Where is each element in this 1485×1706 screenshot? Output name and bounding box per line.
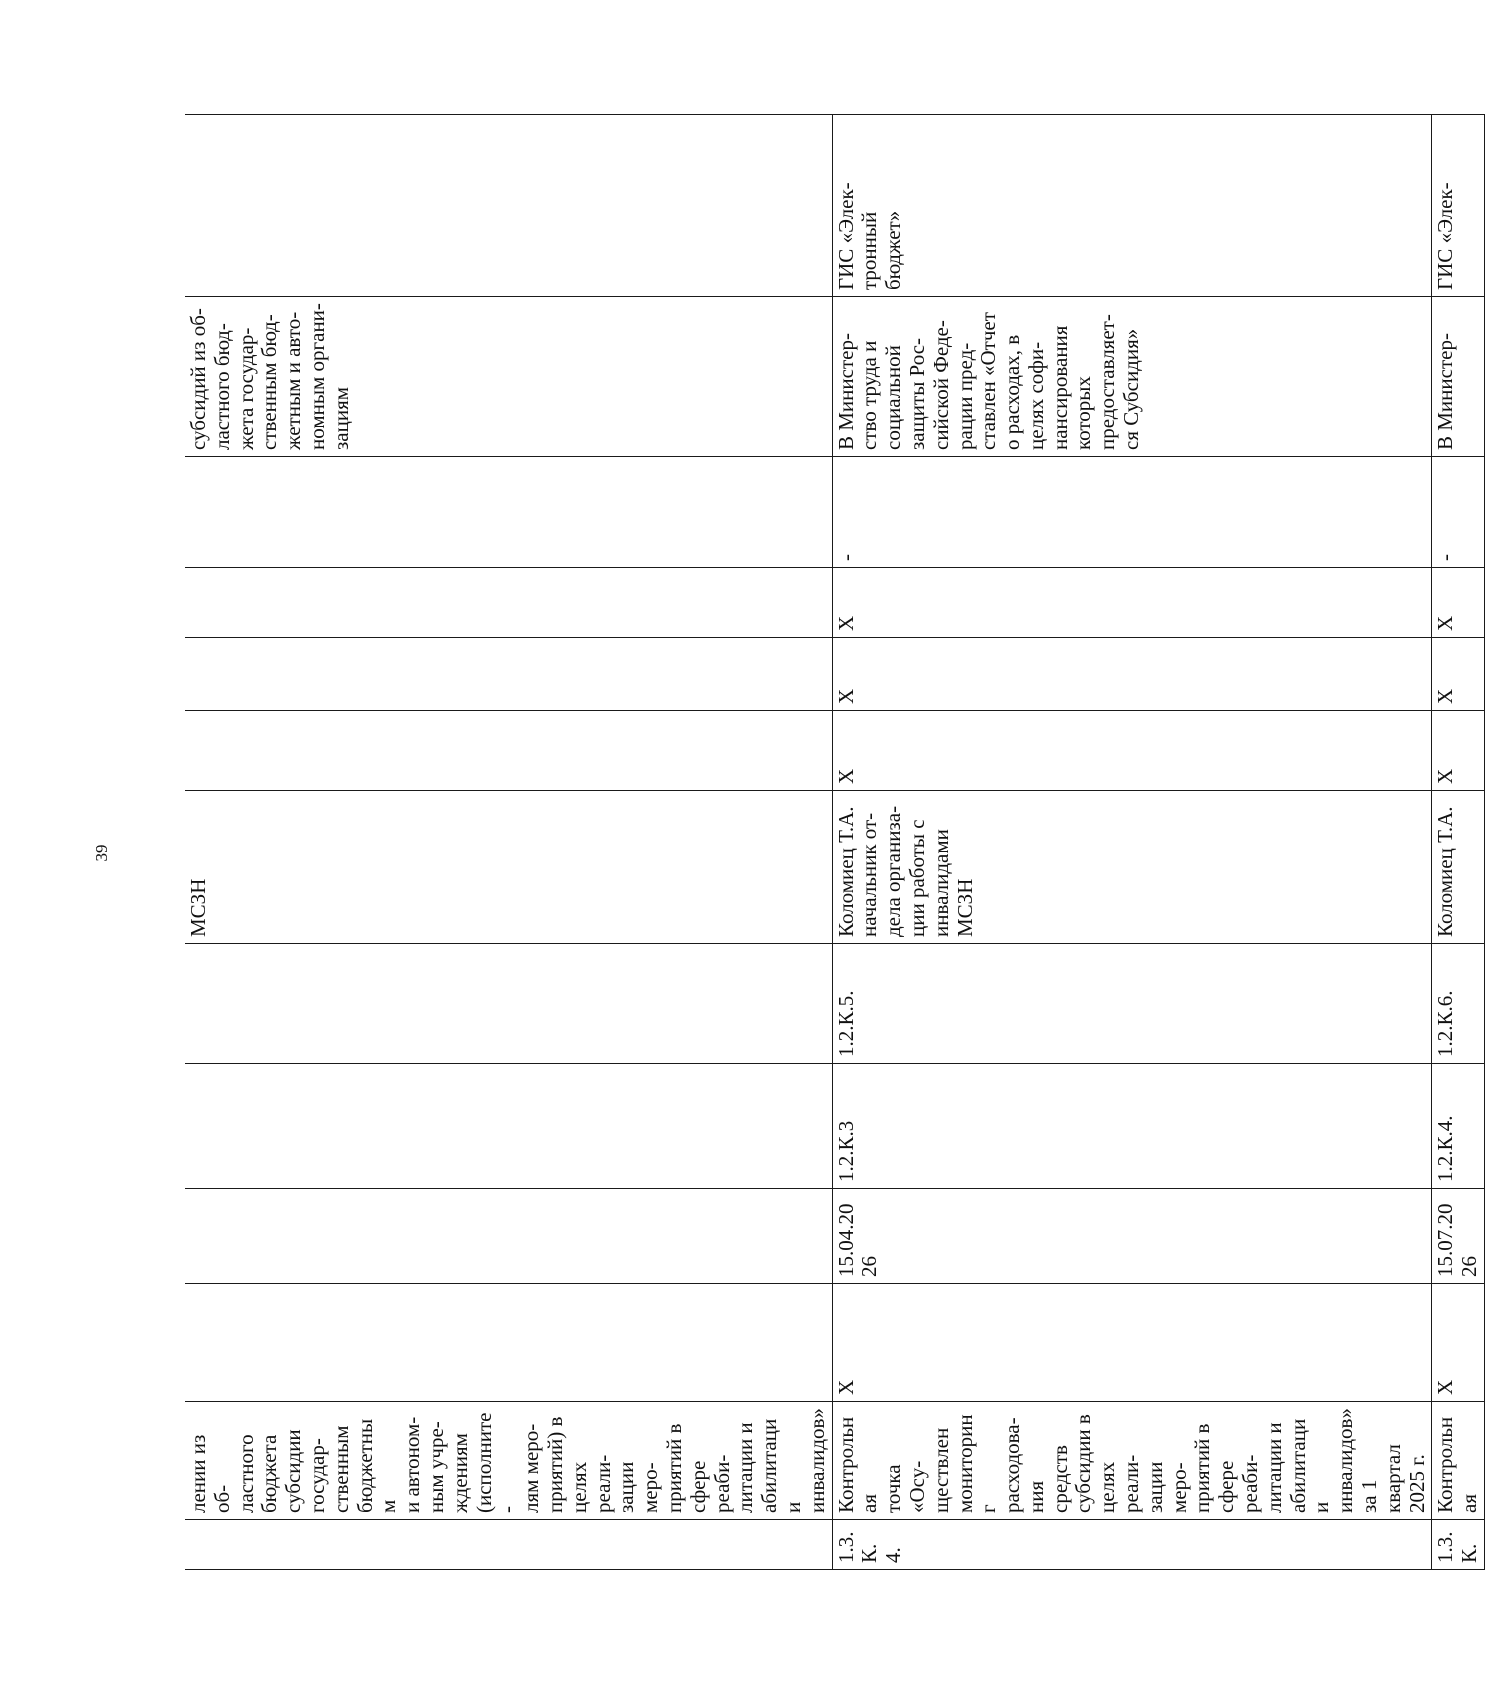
cell-c10: X: [1432, 568, 1485, 638]
table-row: [1432, 115, 1485, 1570]
cell-c9: X: [1432, 638, 1485, 711]
page-number: 39: [92, 844, 111, 862]
cell-c13: ГИС «Элек-: [1432, 115, 1485, 297]
cell-num: [185, 1520, 832, 1570]
cell-c3: X: [832, 1284, 1432, 1402]
cell-c8: X: [1432, 711, 1485, 791]
cell-c8: X: [832, 711, 1432, 791]
cell-c6: 1.2.К.6.: [1432, 944, 1485, 1064]
rotated-table-container: [185, 115, 1482, 1570]
cell-c4: 15.07.2026: [1432, 1189, 1485, 1284]
cell-c6: [185, 944, 832, 1064]
cell-c7: Коломиец Т.А.: [1432, 791, 1485, 944]
table-row: [185, 115, 832, 1570]
cell-c9: X: [832, 638, 1432, 711]
cell-c4: 15.04.2026: [832, 1189, 1432, 1284]
cell-name: Контрольная: [1432, 1402, 1485, 1520]
cell-c5: 1.2.К.4.: [1432, 1064, 1485, 1189]
cell-c10: X: [832, 568, 1432, 638]
cell-c8: [185, 711, 832, 791]
cell-name: Контрольная точка «Осу- ществлен мониторинг расходова- ния средств субсидии в целях реали- зации меро- приятий в сфере реаби- литации и абилитации инвалидов» за 1 квартал 2025 г.: [832, 1402, 1432, 1520]
cell-c6: 1.2.К.5.: [832, 944, 1432, 1064]
table-row: [832, 115, 1432, 1570]
cell-name: лении из об- ластного бюджета субсидии государ- ственным бюджетным и автоном- ным учре- ждениям (исполните- лям меро- приятий) в целях реали- зации меро- приятий в сфере реаби- литации и абилитации инвалидов»: [185, 1402, 832, 1520]
cell-c4: [185, 1189, 832, 1284]
cell-c11: -: [832, 457, 1432, 568]
cell-c11: -: [1432, 457, 1485, 568]
cell-c9: [185, 638, 832, 711]
cell-c3: X: [1432, 1284, 1485, 1402]
cell-num: 1.3.К.: [1432, 1520, 1485, 1570]
control-points-table: [185, 114, 1485, 1570]
cell-num: 1.3.К. 4.: [832, 1520, 1432, 1570]
cell-c11: [185, 457, 832, 568]
cell-c12: субсидий из об- ластного бюд- жета государ- ственным бюд- жетным и авто- номным органи- зациям: [185, 297, 832, 457]
cell-c7: МСЗН: [185, 791, 832, 944]
cell-c13: [185, 115, 832, 297]
cell-c10: [185, 568, 832, 638]
cell-c7: Коломиец Т.А. начальник от- дела организа- ции работы с инвалидами МСЗН: [832, 791, 1432, 944]
cell-c5: 1.2.К.3: [832, 1064, 1432, 1189]
cell-c5: [185, 1064, 832, 1189]
cell-c12: В Министер- ство труда и социальной защиты Рос- сийской Феде- рации пред- ставлен «Отчет о расходах, в целях софи- нансирования которых предоставляет- ся Субсидия»: [832, 297, 1432, 457]
cell-c12: В Министер-: [1432, 297, 1485, 457]
cell-c13: ГИС «Элек- тронный бюджет»: [832, 115, 1432, 297]
cell-c3: [185, 1284, 832, 1402]
